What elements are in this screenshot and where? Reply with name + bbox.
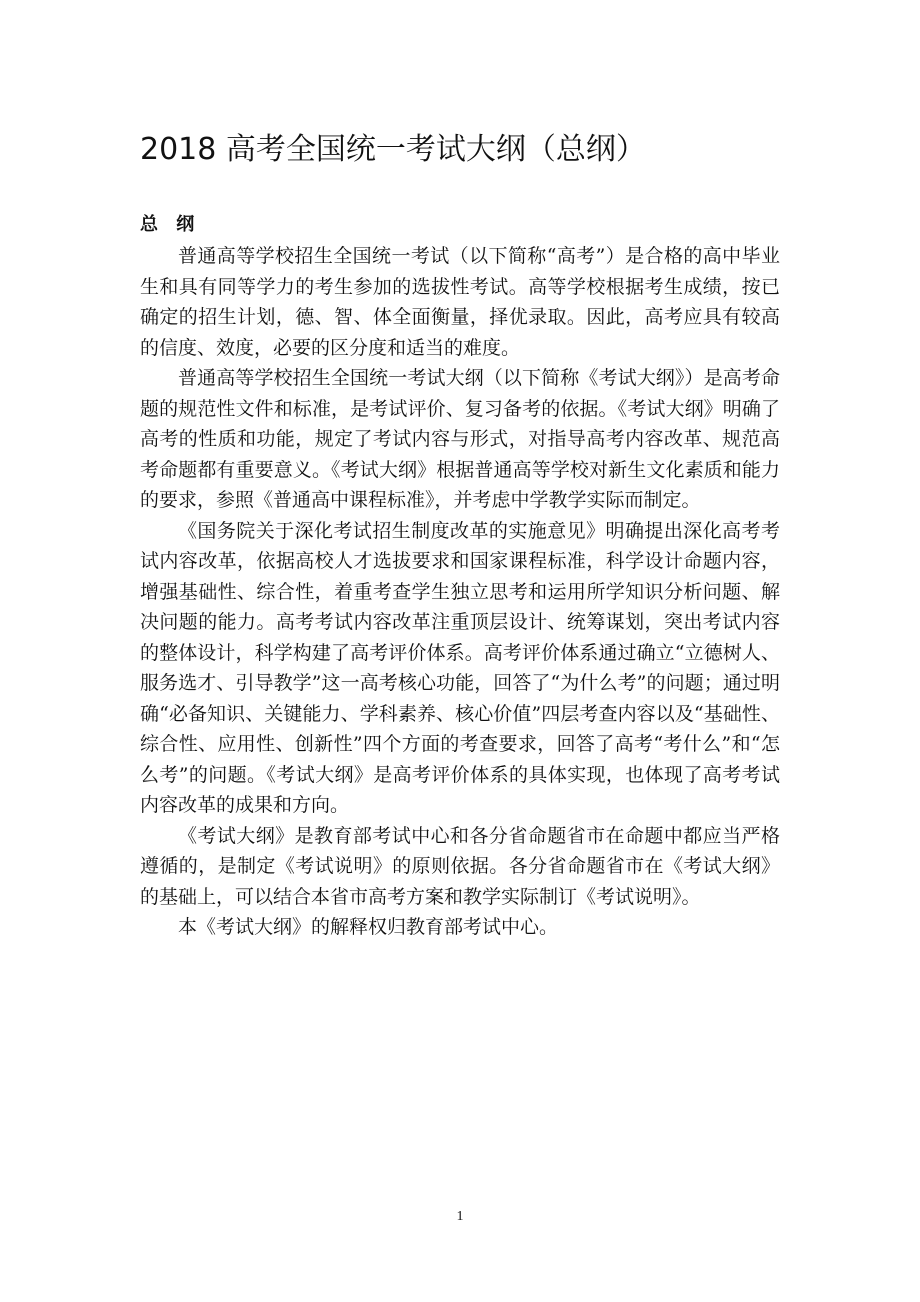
paragraph: 本《考试大纲》的解释权归教育部考试中心。 (178, 916, 559, 938)
paragraph: 《国务院关于深化考试招生制度改革的实施意见》明确提出深化高考考试内容改革，依据高校人才选拔要求和国家课程标准，科学设计命题内容，增强基础性、综合性，着重考查学生独立思考和运用所学知识分析问题、解决问题的能力。高考考试内容改革注重顶层设计、统筹谋划，突出考试内容的整体设计，科学构建了高考评价体系。高考评价体系通过确立“立德树人、服务选才、引导教学”这一高考核心功能，回答了“为什么考”的问题；通过明确“必备知识、关键能力、学科素养、核心价值”四层考查内容以及“基础性、综合性、应用性、创新性”四个方面的考查要求，回答了高考“考什么”和“怎么考”的问题。《考试大纲》是高考评价体系的具体实现，也体现了高考考试内容改革的成果和方向。 (140, 519, 780, 816)
body-text (140, 241, 780, 943)
page-number: 1 (456, 1209, 464, 1224)
document-title: 2018 高考全国统一考试大纲（总纲） (140, 132, 646, 167)
paragraph: 《考试大纲》是教育部考试中心和各分省命题省市在命题中都应当严格遵循的，是制定《考试说明》的原则依据。各分省命题省市在《考试大纲》的基础上，可以结合本省市高考方案和教学实际制订《考试说明》。 (140, 824, 780, 908)
section-heading: 总 纲 (140, 214, 201, 235)
paragraph: 普通高等学校招生全国统一考试大纲（以下简称《考试大纲》）是高考命题的规范性文件和标准，是考试评价、复习备考的依据。《考试大纲》明确了高考的性质和功能，规定了考试内容与形式，对指导高考内容改革、规范高考命题都有重要意义。《考试大纲》根据普通高等学校对新生文化素质和能力的要求，参照《普通高中课程标准》，并考虑中学教学实际而制定。 (140, 367, 780, 511)
paragraph: 普通高等学校招生全国统一考试（以下简称“高考”）是合格的高中毕业生和具有同等学力的考生参加的选拔性考试。高等学校根据考生成绩，按已确定的招生计划，德、智、体全面衡量，择优录取。因此，高考应具有较高的信度、效度，必要的区分度和适当的难度。 (140, 245, 780, 359)
